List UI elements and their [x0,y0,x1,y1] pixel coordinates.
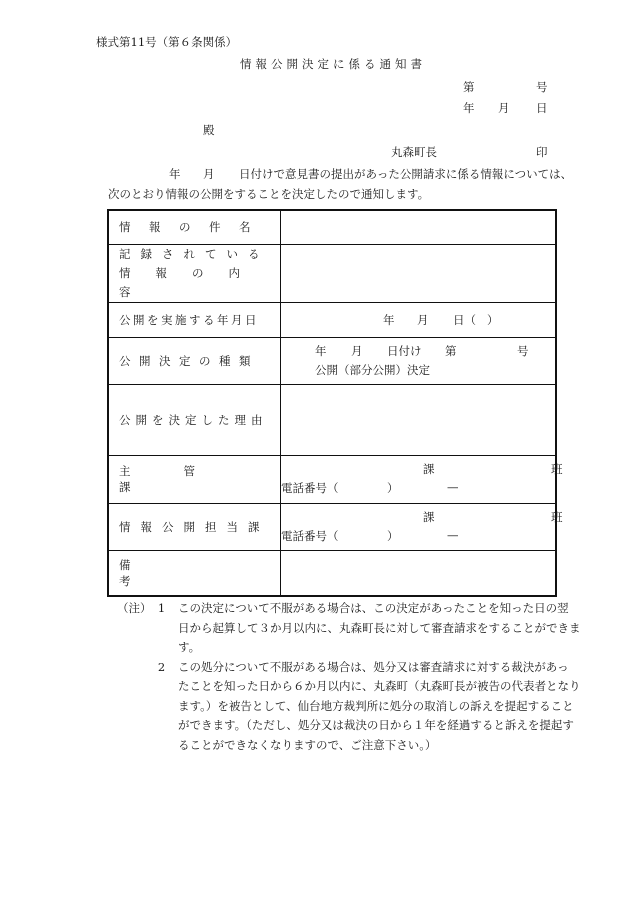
note-1-number: 1 [157,601,166,615]
dept-phone-label: 電話番号（ [281,481,339,495]
date-value[interactable] [281,302,557,337]
officer-ka: 課 [423,509,435,524]
row-reason [108,384,556,455]
subject-label-text: 情報の件名 [119,220,269,235]
seal-mark: 印 [536,145,548,159]
kind-year: 年 [315,343,327,358]
addressee-suffix: 殿 [203,123,215,137]
note-2-number: 2 [157,659,166,674]
intro-text: 日付けで意見書の提出があった公開請求に係る情報については、 [239,167,573,181]
dept-phone-dash: — [447,480,459,494]
row-dept [108,455,556,503]
dept-label-text: 主管課 [119,464,248,494]
date-value-day: 日（ [453,312,476,327]
kind-month: 月 [351,343,363,358]
note-2 [117,658,581,756]
row-officer [108,503,556,550]
officer-han: 班 [551,509,563,524]
remarks-label-text: 備考 [119,557,244,588]
date-year: 年 [463,101,475,115]
notes-prefix: （注） [117,601,152,615]
kind-dai: 第 [445,343,457,358]
dept-value[interactable] [281,455,563,503]
date-value-close: ） [487,312,499,327]
subject-label [108,210,281,244]
content-label-line-2: 情報の内容 [119,265,265,299]
subject-value[interactable] [281,210,557,244]
row-remarks [108,550,556,596]
kind-go: 号 [517,343,529,358]
date-month: 月 [498,101,510,115]
doc-number-go: 号 [536,80,548,94]
kind-decision: 公開（部分公開）決定 [315,362,430,377]
officer-value[interactable] [281,503,563,550]
notice-table [107,209,563,597]
note-2-line: ができます。（ただし、処分又は裁決の日から１年を経過すると訴えを提起す [178,718,574,732]
date-label: 公開を実施する年月日 [108,302,281,337]
note-2-line: この処分について不服がある場合は、処分又は審査請求に対する裁決があっ [178,659,569,674]
note-1-line: 日から起算して３か月以内に、丸森町長に対して審査請求をすることができま [178,620,581,635]
dept-han: 班 [551,462,563,476]
notes-section [117,599,581,755]
note-2-line: ます。）を被告として、仙台地方裁判所に処分の取消しの訴えを提起すること [178,698,574,713]
kind-label: 公開決定の種類 [108,337,281,384]
dept-phone-close: ） [387,481,399,495]
officer-label: 情報公開担当課 [108,503,281,550]
row-subject [108,210,556,244]
remarks-value[interactable] [281,550,557,596]
officer-phone-label: 電話番号（ [281,528,339,543]
kind-value[interactable] [281,337,557,384]
row-content [108,244,556,302]
note-2-line: たことを知った日から６か月以内に、丸森町（丸森町長が被告の代表者となり [178,679,581,693]
dept-ka: 課 [423,462,435,476]
dept-label [108,455,281,503]
intro-year: 年 [169,167,181,181]
date-value-year: 年 [383,312,395,327]
kind-dated: 日付け [387,343,422,358]
note-2-line: ることができなくなりますので、ご注意下さい。） [178,737,437,752]
intro-line-2: 次のとおり情報の公開をすることを決定したので通知します。 [108,187,430,201]
intro-month: 月 [203,167,215,181]
reason-label: 公開を決定した理由 [108,384,281,455]
sender-name: 丸森町長 [391,145,437,159]
date-day: 日 [536,101,548,115]
form-number: 様式第11号（第６条関係） [96,35,238,49]
content-label-line-1: 記録されている [119,246,270,261]
date-value-month: 月 [417,312,429,327]
note-1-line: す。 [178,640,201,654]
content-label [108,244,281,302]
content-value[interactable] [281,244,557,302]
officer-phone-dash: — [447,527,459,542]
document-title: 情報公開決定に係る通知書 [240,57,426,71]
row-date [108,302,556,337]
row-kind [108,337,556,384]
remarks-label [108,550,281,596]
reason-value[interactable] [281,384,557,455]
doc-number-dai: 第 [463,80,475,94]
note-1-line: この決定について不服がある場合は、この決定があったことを知った日の翌 [178,601,569,615]
note-1 [117,599,581,658]
officer-phone-close: ） [387,528,399,543]
